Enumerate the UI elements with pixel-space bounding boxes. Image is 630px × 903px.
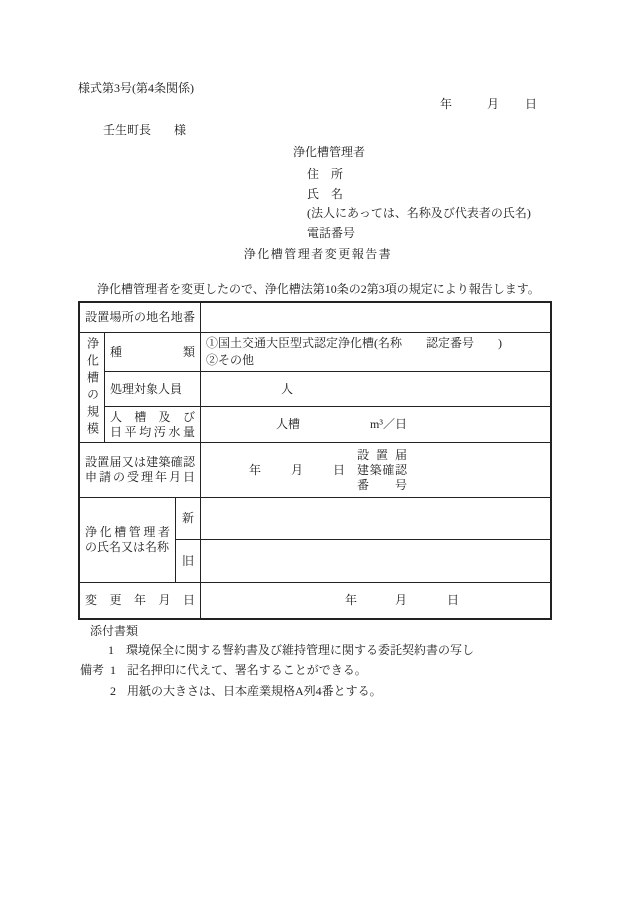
row-scale-group	[80, 333, 550, 443]
location-label: 設置場所の地名地番	[85, 310, 195, 324]
manager-address-label: 住 所	[307, 167, 344, 181]
new-label: 新	[181, 511, 194, 526]
row-type	[105, 333, 550, 372]
addressee-name: 壬生町長	[103, 123, 152, 137]
change-year-label: 年	[345, 593, 358, 608]
permit-doc-bango: 番号	[357, 477, 408, 492]
remark-2-text: 用紙の大きさは、日本産業規格A列4番とする。	[127, 684, 382, 698]
permit-doc-kenchiku: 建築確認	[357, 462, 408, 477]
remarks-label: 備考	[80, 663, 105, 677]
remark-1-text: 記名押印に代えて、署名することができる。	[127, 663, 367, 677]
form-number: 様式第3号(第4条関係)	[78, 81, 194, 95]
row-change-date	[80, 583, 550, 618]
capacity-value-cell	[201, 372, 550, 406]
type-label-cell	[105, 333, 201, 371]
row-tank	[105, 407, 550, 442]
date-month-label: 月	[487, 97, 500, 111]
row-manager-name-group	[80, 498, 550, 583]
location-label-cell	[80, 303, 201, 332]
capacity-unit: 人	[281, 381, 294, 396]
attachment-item-text: 環境保全に関する誓約書及び維持管理に関する委託契約書の写し	[126, 643, 475, 657]
tank-unit-volume: m³／日	[370, 417, 407, 432]
permit-label-line2: 申請の受理年月日	[85, 470, 195, 485]
page-title: 浄化槽管理者変更報告書	[243, 247, 393, 261]
remarks-block	[80, 663, 382, 699]
permit-value-cell	[201, 443, 550, 497]
old-label-cell	[176, 540, 201, 582]
tank-label-line1: 人槽及び	[110, 409, 195, 424]
capacity-label: 処理対象人員	[110, 381, 183, 396]
manager-heading: 浄化槽管理者	[293, 145, 366, 159]
form-table	[78, 301, 552, 620]
manager-name-label: 氏 名	[307, 186, 344, 201]
new-label-cell	[176, 498, 201, 539]
intro-sentence: 浄化槽管理者を変更したので、浄化槽法第10条の2第3項の規定により報告します。	[97, 282, 540, 296]
scale-group-label: 浄化槽の規模	[85, 336, 100, 439]
permit-year-label: 年	[249, 462, 262, 477]
tank-label-cell	[105, 407, 201, 442]
row-capacity	[105, 372, 550, 407]
manager-new-value-cell	[201, 498, 550, 539]
permit-day-label: 日	[333, 462, 346, 477]
tank-units	[206, 417, 545, 432]
manager-phone-label: 電話番号	[307, 226, 356, 241]
row-location	[80, 303, 550, 333]
manager-corporate-note: (法人にあっては、名称及び代表者の氏名)	[307, 206, 531, 221]
date-line	[440, 97, 537, 112]
change-date-line	[206, 593, 545, 608]
manager-fields	[307, 165, 531, 244]
date-day-label: 日	[525, 97, 538, 111]
remark-2-number: 2	[110, 684, 116, 698]
scale-group-label-cell	[80, 333, 105, 442]
type-value-cell	[201, 333, 550, 371]
tank-value-cell	[201, 407, 550, 442]
tank-unit-person: 人槽	[276, 417, 301, 432]
date-year-label: 年	[440, 97, 453, 111]
location-value-cell	[201, 303, 550, 332]
manager-name-label-line2: の氏名又は名称	[85, 540, 170, 555]
attachment-item-number: 1	[108, 643, 114, 657]
permit-month-label: 月	[291, 462, 304, 477]
remark-1-number: 1	[110, 663, 116, 677]
permit-date-line	[206, 448, 545, 493]
change-date-value-cell	[201, 583, 550, 618]
manager-name-label-cell	[80, 498, 176, 582]
manager-old-value-cell	[201, 540, 550, 582]
capacity-label-cell	[105, 372, 201, 406]
type-option-1: ①国土交通大臣型式認定浄化槽(名称 認定番号 )	[206, 336, 502, 351]
change-day-label: 日	[447, 593, 460, 608]
change-month-label: 月	[395, 593, 408, 608]
row-manager-new	[176, 498, 550, 540]
manager-name-label-line1: 浄化槽管理者	[85, 525, 170, 540]
permit-doc-setsubi: 設置届	[357, 447, 408, 462]
permit-label-line1: 設置届又は建築確認	[85, 455, 195, 470]
addressee-honorific: 様	[174, 123, 187, 137]
remarks-label-spacer	[80, 684, 105, 699]
permit-doc-stack	[357, 448, 407, 493]
type-label: 種類	[110, 344, 195, 359]
addressee-line	[103, 123, 186, 138]
tank-label-line2: 日平均汚水量	[110, 424, 195, 439]
permit-label-cell	[80, 443, 201, 497]
attachment-item	[108, 643, 474, 658]
row-permit	[80, 443, 550, 498]
type-option-2: ②その他	[206, 353, 255, 368]
change-date-label-cell	[80, 583, 201, 618]
change-date-label: 変更年月日	[85, 593, 195, 608]
row-manager-old	[176, 540, 550, 582]
old-label: 旧	[181, 553, 194, 568]
attachments-heading: 添付書類	[90, 624, 139, 638]
